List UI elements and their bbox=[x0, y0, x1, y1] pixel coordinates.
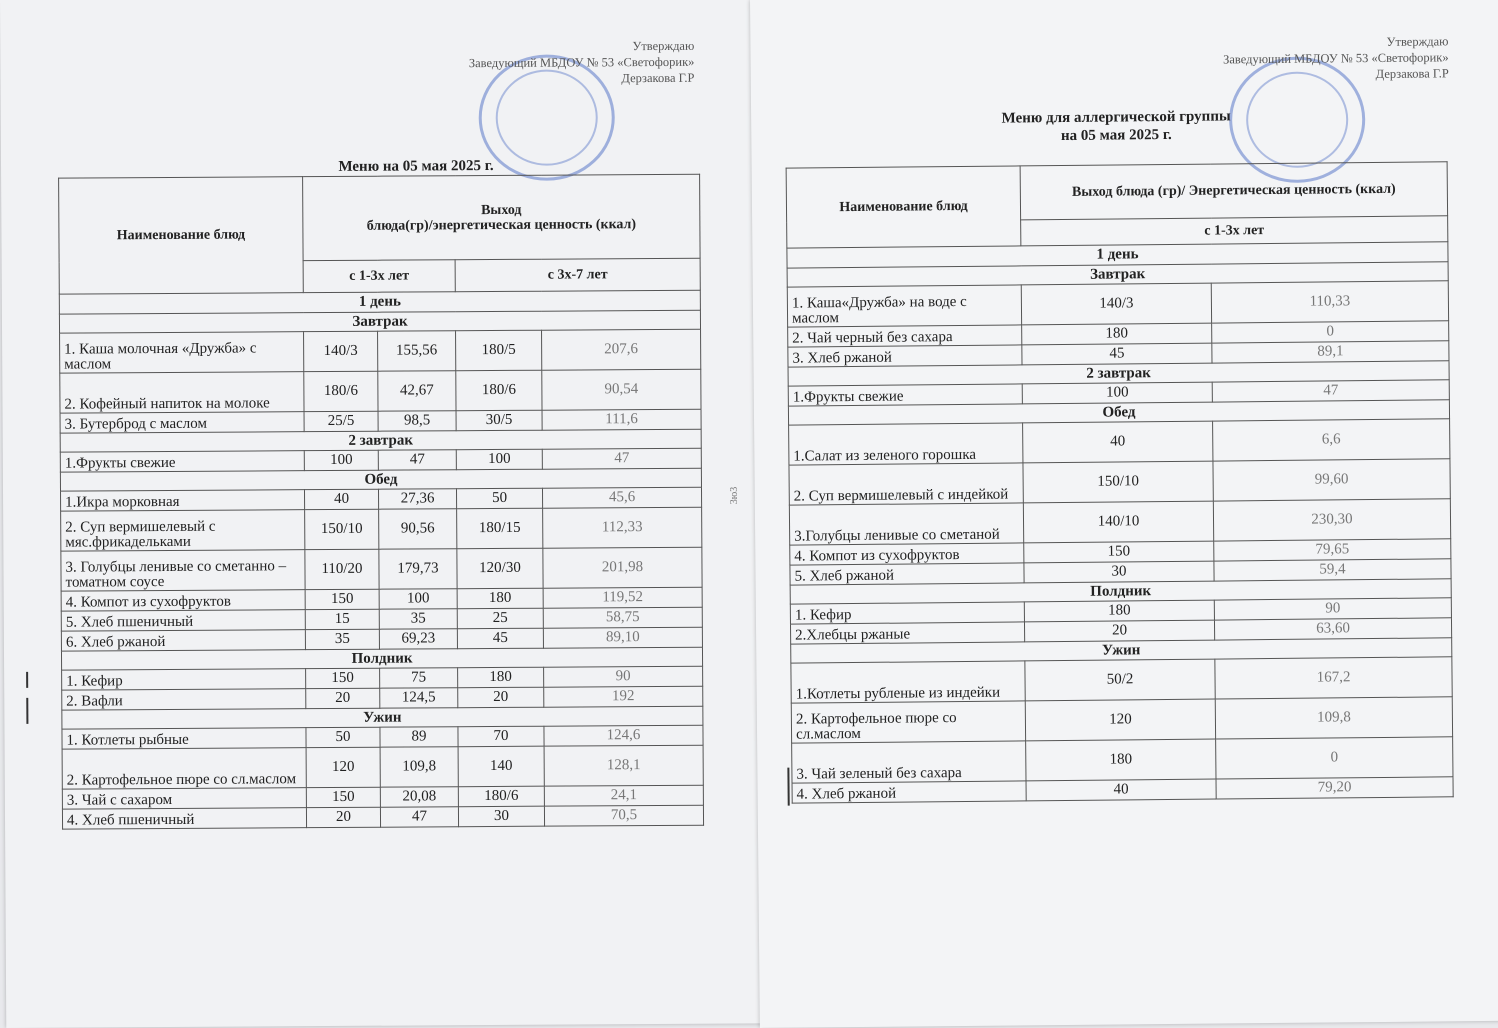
value-cell: 140/10 bbox=[1023, 501, 1213, 543]
value-cell: 59,4 bbox=[1214, 559, 1451, 581]
value-cell: 58,75 bbox=[543, 607, 702, 628]
value-cell: 47 bbox=[378, 450, 456, 470]
value-cell: 69,23 bbox=[379, 629, 457, 649]
value-cell: 111,6 bbox=[542, 409, 701, 430]
value-cell: 63,60 bbox=[1214, 618, 1451, 640]
header-age-3-7: с 3х-7 лет bbox=[455, 258, 700, 291]
dish-name: 2. Чай черный без сахара bbox=[788, 325, 1022, 347]
value-cell: 20 bbox=[306, 688, 380, 708]
dish-name: 1. Котлеты рыбные bbox=[62, 728, 306, 749]
dish-name: 1.Котлеты рубленые из индейки bbox=[791, 661, 1025, 703]
dish-name: 1. Каша«Дружба» на воде с маслом bbox=[787, 285, 1021, 327]
section-title: Завтрак bbox=[787, 262, 1448, 287]
value-cell: 180/15 bbox=[457, 508, 543, 549]
pen-mark bbox=[787, 768, 789, 806]
approval-line: Заведующий МБДОУ № 53 «Светофорик» bbox=[468, 54, 695, 71]
value-cell: 140/3 bbox=[1021, 283, 1211, 325]
value-cell: 124,6 bbox=[544, 725, 703, 746]
dish-name: 2.Хлебцы ржаные bbox=[790, 622, 1024, 644]
value-cell: 100 bbox=[379, 589, 457, 609]
value-cell: 99,60 bbox=[1213, 459, 1450, 501]
header-output-line: Выход bbox=[481, 202, 522, 218]
value-cell: 45 bbox=[457, 628, 543, 649]
value-cell: 150/10 bbox=[305, 509, 379, 549]
header-output bbox=[303, 174, 701, 260]
dish-name: 6. Хлеб ржаной bbox=[61, 630, 305, 651]
table-row bbox=[787, 281, 1448, 327]
menu-title bbox=[981, 107, 1251, 146]
value-cell: 120 bbox=[306, 747, 380, 787]
value-cell: 27,36 bbox=[378, 489, 456, 509]
value-cell: 6,6 bbox=[1213, 419, 1450, 461]
section-title: Ужин bbox=[62, 706, 703, 729]
value-cell: 42,67 bbox=[378, 371, 456, 411]
value-cell: 30 bbox=[458, 806, 544, 827]
value-cell: 20 bbox=[458, 687, 544, 708]
value-cell: 47 bbox=[380, 807, 458, 827]
dish-name: 2. Картофельное пюре со сл.маслом bbox=[62, 748, 306, 789]
value-cell: 30/5 bbox=[456, 410, 542, 431]
margin-note: 3ю3 bbox=[729, 486, 741, 505]
table-row bbox=[791, 697, 1452, 743]
section-title: Ужин bbox=[791, 638, 1452, 663]
dish-name: 3. Чай с сахаром bbox=[62, 788, 306, 809]
dish-name: 2. Картофельное пюре со сл.маслом bbox=[791, 701, 1025, 743]
value-cell: 35 bbox=[305, 629, 379, 649]
value-cell: 24,1 bbox=[544, 785, 703, 806]
value-cell: 40 bbox=[304, 489, 378, 509]
value-cell: 20 bbox=[1024, 620, 1214, 642]
section-title: 2 завтрак bbox=[60, 429, 701, 452]
menu-title-line: на 05 мая 2025 г. bbox=[1060, 126, 1172, 145]
value-cell: 70 bbox=[458, 726, 544, 747]
value-cell: 79,65 bbox=[1214, 539, 1451, 561]
dish-name: 1.Салат из зеленого горошка bbox=[789, 423, 1023, 465]
value-cell: 180/6 bbox=[458, 786, 544, 807]
approval-line: Дерзакова Г.Р bbox=[1375, 66, 1449, 81]
value-cell: 70,5 bbox=[544, 805, 703, 826]
menu-sheet-allergy bbox=[750, 0, 1498, 1028]
dish-name: 3. Бутерброд с маслом bbox=[60, 412, 304, 433]
table-row bbox=[789, 419, 1450, 465]
table-row bbox=[60, 329, 701, 373]
section-title: Завтрак bbox=[59, 310, 700, 333]
value-cell: 124,5 bbox=[380, 688, 458, 708]
value-cell: 100 bbox=[304, 450, 378, 470]
dish-name: 1. Кефир bbox=[62, 669, 306, 690]
value-cell: 90,54 bbox=[542, 369, 701, 410]
value-cell: 110/20 bbox=[305, 549, 379, 589]
value-cell: 167,2 bbox=[1215, 657, 1452, 699]
value-cell: 180/6 bbox=[304, 371, 378, 411]
header-age-1-3: с 1-3х лет bbox=[1021, 216, 1448, 246]
value-cell: 40 bbox=[1026, 779, 1216, 801]
value-cell: 180 bbox=[457, 588, 543, 609]
section-title: Полдник bbox=[790, 579, 1451, 604]
day-row: 1 день bbox=[787, 242, 1448, 268]
value-cell: 119,52 bbox=[543, 587, 702, 608]
value-cell: 140 bbox=[458, 746, 544, 787]
value-cell: 79,20 bbox=[1216, 777, 1453, 799]
value-cell: 30 bbox=[1024, 561, 1214, 583]
value-cell: 150 bbox=[1024, 541, 1214, 563]
value-cell: 150 bbox=[306, 787, 380, 807]
value-cell: 120 bbox=[1025, 699, 1215, 741]
value-cell: 25/5 bbox=[304, 411, 378, 431]
dish-name: 1. Каша молочная «Дружба» с маслом bbox=[60, 332, 304, 373]
dish-name: 4. Хлеб пшеничный bbox=[62, 808, 306, 829]
value-cell: 150 bbox=[306, 668, 380, 688]
value-cell: 50 bbox=[456, 488, 542, 509]
value-cell: 192 bbox=[544, 686, 703, 707]
value-cell: 109,8 bbox=[1215, 697, 1452, 739]
value-cell: 150/10 bbox=[1023, 461, 1213, 503]
approval-line: Дерзакова Г.Р bbox=[621, 70, 695, 86]
value-cell: 47 bbox=[542, 448, 701, 469]
value-cell: 112,33 bbox=[543, 507, 702, 548]
header-dish-name: Наименование блюд bbox=[786, 166, 1021, 248]
pen-mark bbox=[26, 672, 28, 688]
dish-name: 1.Икра морковная bbox=[61, 490, 305, 511]
value-cell: 120/30 bbox=[457, 548, 543, 589]
value-cell: 0 bbox=[1212, 321, 1449, 343]
dish-name: 3.Голубцы ленивые со сметаной bbox=[789, 503, 1023, 545]
value-cell: 45 bbox=[1022, 343, 1212, 365]
value-cell: 50/2 bbox=[1025, 659, 1215, 701]
value-cell: 89,1 bbox=[1212, 341, 1449, 363]
value-cell: 89,10 bbox=[543, 627, 702, 648]
value-cell: 100 bbox=[456, 449, 542, 470]
dish-name: 3. Чай зеленый без сахара bbox=[792, 741, 1026, 783]
menu-title-line: Меню для аллергической группы bbox=[1001, 108, 1231, 127]
section-title: 2 завтрак bbox=[788, 361, 1449, 386]
value-cell: 50 bbox=[306, 727, 380, 747]
table-row bbox=[789, 499, 1450, 545]
section-title: Полдник bbox=[61, 647, 702, 670]
value-cell: 180 bbox=[1022, 323, 1212, 345]
dish-name: 3. Голубцы ленивые со сметанно –томатном соусе bbox=[61, 550, 305, 591]
value-cell: 155,56 bbox=[378, 331, 456, 371]
value-cell: 0 bbox=[1216, 737, 1453, 779]
value-cell: 20,08 bbox=[380, 787, 458, 807]
table-row bbox=[789, 459, 1450, 505]
value-cell: 110,33 bbox=[1211, 281, 1448, 323]
value-cell: 25 bbox=[457, 608, 543, 629]
value-cell: 100 bbox=[1022, 382, 1212, 404]
pen-mark bbox=[26, 698, 28, 724]
value-cell: 109,8 bbox=[380, 747, 458, 787]
value-cell: 140/3 bbox=[304, 331, 378, 371]
dish-name: 1. Кефир bbox=[790, 602, 1024, 624]
value-cell: 201,98 bbox=[543, 547, 702, 588]
value-cell: 128,1 bbox=[544, 745, 703, 786]
dish-name: 4. Компот из сухофруктов bbox=[790, 543, 1024, 565]
value-cell: 180 bbox=[458, 667, 544, 688]
value-cell: 90,56 bbox=[379, 509, 457, 549]
value-cell: 90 bbox=[1214, 598, 1451, 620]
value-cell: 89 bbox=[380, 727, 458, 747]
value-cell: 20 bbox=[306, 807, 380, 827]
table-row bbox=[60, 369, 701, 413]
table-row bbox=[61, 547, 702, 591]
dish-name: 2. Суп вермишелевый с индейкой bbox=[789, 463, 1023, 505]
dish-name: 1.Фрукты свежие bbox=[60, 451, 304, 472]
approval-block bbox=[469, 38, 695, 87]
value-cell: 180/5 bbox=[456, 330, 542, 371]
menu-table bbox=[58, 174, 704, 830]
value-cell: 98,5 bbox=[378, 411, 456, 431]
header-output: Выход блюда (гр)/ Энергетическая ценность (ккал) bbox=[1020, 162, 1447, 220]
value-cell: 47 bbox=[1212, 380, 1449, 402]
value-cell: 179,73 bbox=[379, 549, 457, 589]
dish-name: 5. Хлеб пшеничный bbox=[61, 610, 305, 631]
approval-block bbox=[1223, 33, 1449, 83]
allergy-menu-table bbox=[786, 161, 1454, 803]
header-age-1-3: с 1-3х лет bbox=[303, 260, 455, 293]
approval-line: Утверждаю bbox=[1386, 34, 1449, 49]
dish-name: 2. Суп вермишелевый с мяс.фрикадельками bbox=[61, 510, 305, 551]
value-cell: 45,6 bbox=[542, 487, 701, 508]
menu-title: Меню на 05 мая 2025 г. bbox=[338, 157, 494, 175]
value-cell: 207,6 bbox=[542, 329, 701, 370]
value-cell: 35 bbox=[379, 609, 457, 629]
dish-name: 4. Компот из сухофруктов bbox=[61, 590, 305, 611]
day-row: 1 день bbox=[59, 290, 700, 314]
table-row bbox=[792, 737, 1453, 783]
value-cell: 90 bbox=[544, 666, 703, 687]
header-dish-name: Наименование блюд bbox=[59, 177, 304, 294]
section-title: Обед bbox=[788, 400, 1449, 425]
section-title: Обед bbox=[60, 468, 701, 491]
table-row bbox=[791, 657, 1452, 703]
value-cell: 15 bbox=[305, 609, 379, 629]
table-row bbox=[62, 745, 703, 789]
approval-line: Заведующий МБДОУ № 53 «Светофорик» bbox=[1222, 50, 1449, 67]
header-output-line: блюда(гр)/энергетическая ценность (ккал) bbox=[366, 216, 637, 234]
dish-name: 3. Хлеб ржаной bbox=[788, 345, 1022, 367]
value-cell: 75 bbox=[380, 668, 458, 688]
dish-name: 2. Вафли bbox=[62, 689, 306, 710]
value-cell: 180/6 bbox=[456, 370, 542, 411]
value-cell: 180 bbox=[1026, 739, 1216, 781]
value-cell: 150 bbox=[305, 589, 379, 609]
table-row bbox=[62, 805, 703, 829]
value-cell: 230,30 bbox=[1213, 499, 1450, 541]
dish-name: 4. Хлеб ржаной bbox=[792, 781, 1026, 803]
approval-line: Утверждаю bbox=[632, 38, 695, 54]
value-cell: 40 bbox=[1023, 421, 1213, 463]
value-cell: 180 bbox=[1024, 600, 1214, 622]
dish-name: 2. Кофейный напиток на молоке bbox=[60, 372, 304, 413]
table-row bbox=[61, 507, 702, 551]
dish-name: 5. Хлеб ржаной bbox=[790, 563, 1024, 585]
dish-name: 1.Фрукты свежие bbox=[788, 384, 1022, 406]
